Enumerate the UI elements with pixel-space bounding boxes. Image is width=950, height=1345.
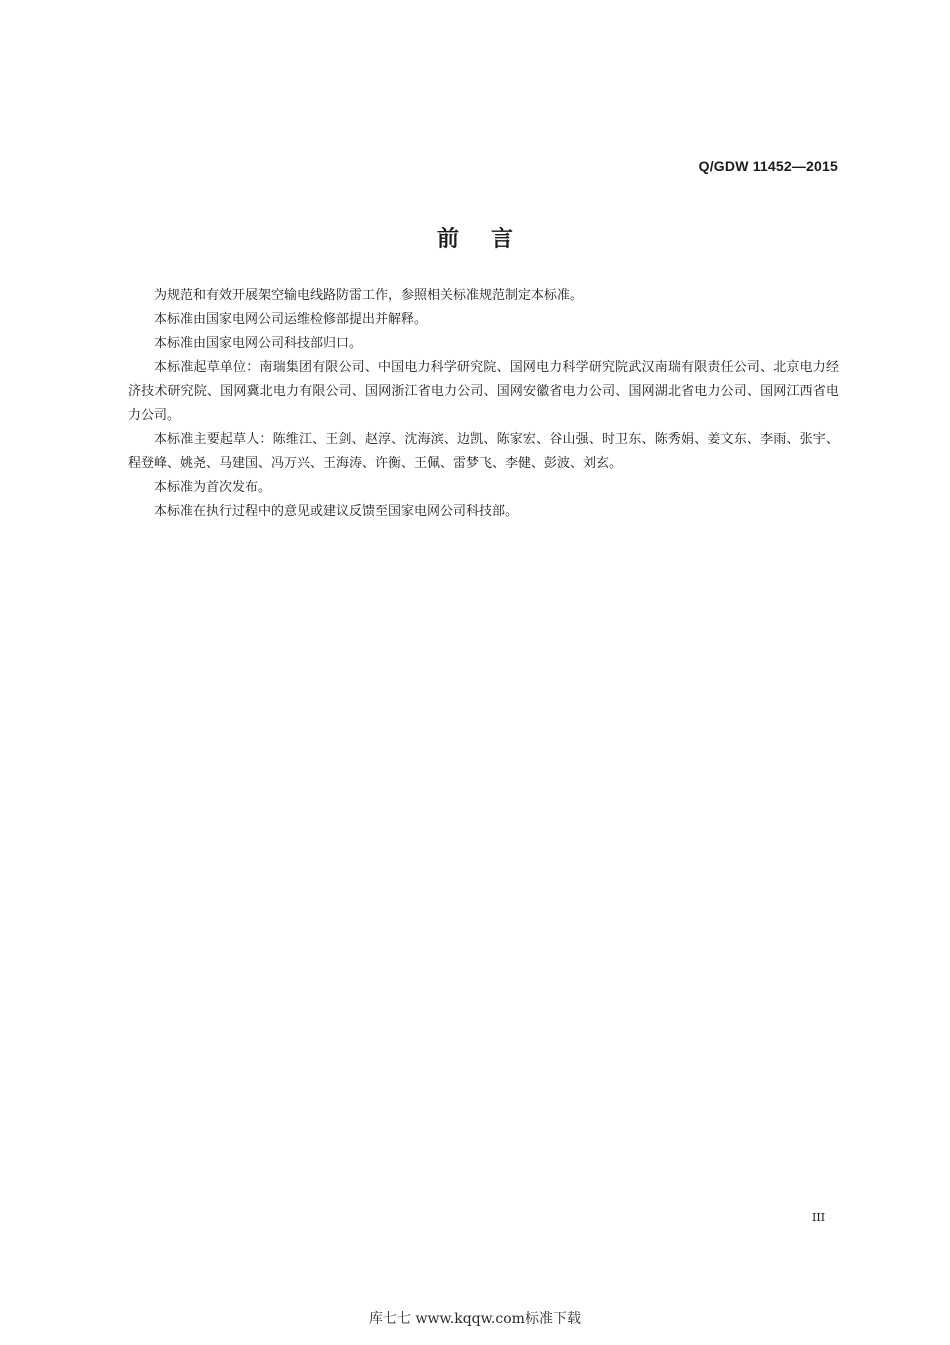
paragraph-drafting-units: 本标准起草单位：南瑞集团有限公司、中国电力科学研究院、国网电力科学研究院武汉南瑞有限责任公司、北京电力经济技术研究院、国网冀北电力有限公司、国网浙江省电力公司、国网安徽省电力公司、国网湖北省电力公司、国网江西省电力公司。 bbox=[128, 360, 839, 423]
paragraph-centralized: 本标准由国家电网公司科技部归口。 bbox=[154, 336, 363, 351]
page-number: III bbox=[812, 1211, 826, 1224]
foreword-body bbox=[128, 284, 839, 524]
paragraph-first-release: 本标准为首次发布。 bbox=[154, 480, 272, 495]
paragraph-drafters: 本标准主要起草人：陈维江、王剑、赵淳、沈海滨、边凯、陈家宏、谷山强、时卫东、陈秀娟、姜文东、李雨、张宇、程登峰、姚尧、马建国、冯万兴、王海涛、许衡、王佩、雷梦飞、李健、彭波、刘玄。 bbox=[128, 432, 839, 471]
standard-code: Q/GDW 11452—2015 bbox=[698, 158, 838, 174]
paragraph-proposer: 本标准由国家电网公司运维检修部提出并解释。 bbox=[154, 312, 428, 327]
page-title: 前言 bbox=[436, 227, 545, 252]
watermark-text: 库七七 www.kqqw.com标准下载 bbox=[369, 1311, 581, 1327]
paragraph-feedback: 本标准在执行过程中的意见或建议反馈至国家电网公司科技部。 bbox=[154, 504, 519, 519]
paragraph-purpose: 为规范和有效开展架空输电线路防雷工作，参照相关标准规范制定本标准。 bbox=[154, 288, 584, 303]
